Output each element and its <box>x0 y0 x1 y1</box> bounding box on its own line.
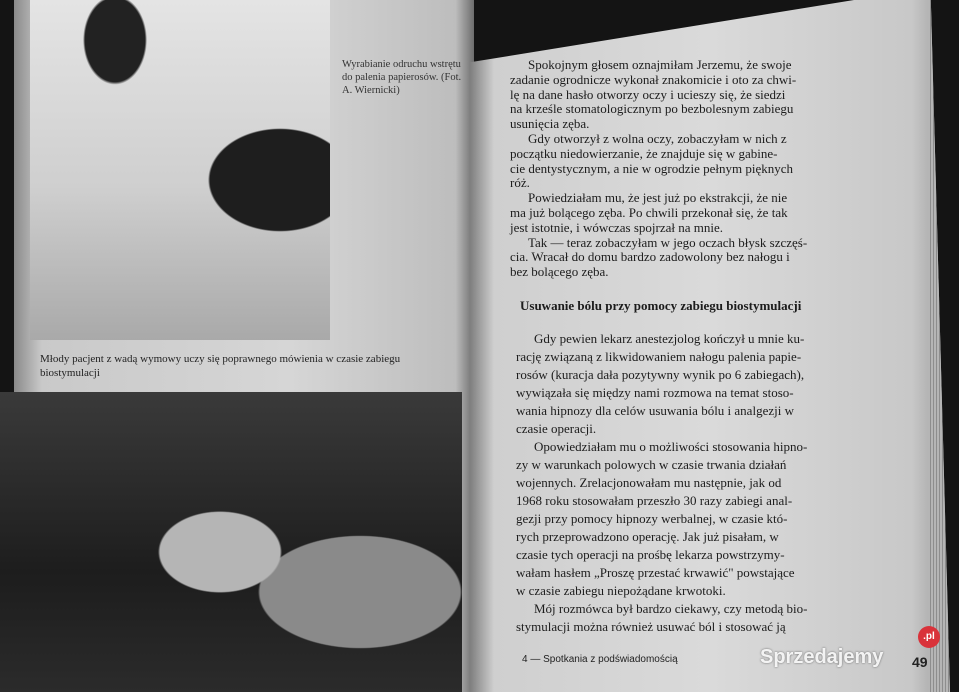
page-footer: 4 — Spotkania z podświadomością <box>522 654 678 665</box>
text-line: cia. Wracał do domu bardzo zadowolony bez nałogu i <box>510 249 790 265</box>
text-line: stymulacji można również usuwać ból i stosować ją <box>516 619 786 634</box>
section-heading: Usuwanie bólu przy pomocy zabiegu biostymulacji <box>520 298 802 313</box>
text-line: wania hipnozy dla celów usuwania bólu i analgezji w <box>516 403 794 418</box>
text-line: wałam hasłem „Proszę przestać krwawić" powstające <box>516 565 795 580</box>
text-line: cie dentystycznym, a nie w ogrodzie pełnym pięknych <box>510 160 794 176</box>
text-line: czasie operacji. <box>516 421 597 436</box>
text-line: Gdy otworzył z wolna oczy, zobaczyłam w nich z <box>528 130 787 146</box>
photo-hypnosis-treatment <box>30 0 330 340</box>
watermark-logo: Sprzedajemy <box>760 646 884 668</box>
text-line: Gdy pewien lekarz anestezjolog kończył u mnie ku- <box>534 331 805 346</box>
text-line: Mój rozmówca był bardzo ciekawy, czy metodą bio- <box>534 601 808 616</box>
text-line: jest istotnie, i wówczas spojrzał na mnie. <box>510 219 724 235</box>
text-line: lę na dane hasło otworzy oczy i ucieszy się, że siedzi <box>510 86 786 102</box>
body-text-bottom <box>516 298 936 636</box>
text-line: wojennych. Zrelacjonowałam mu następnie, jak od <box>516 475 782 490</box>
text-line: czasie tych operacji na prośbę lekarza powstrzymy- <box>516 547 785 562</box>
text-line: wywiązała się między nami rozmowa na temat stoso- <box>516 385 794 400</box>
text-line: początku niedowierzanie, że znajduje się w gabine- <box>510 145 778 161</box>
text-line: zy w warunkach polowych w czasie trwania działań <box>516 457 787 472</box>
page-number: 49 <box>912 654 928 670</box>
text-line: zadanie ogrodnicze wykonał znakomicie i oto za chwi- <box>510 71 797 87</box>
text-line: Powiedziałam mu, że jest już po ekstrakcji, że nie <box>528 190 788 206</box>
text-line: gezji przy pomocy hipnozy werbalnej, w czasie któ- <box>516 511 788 526</box>
text-line: Spokojnym głosem oznajmiłam Jerzemu, że swoje <box>528 57 792 72</box>
photo-caption-main: Młody pacjent z wadą wymowy uczy się poprawnego mówienia w czasie zabiegu biostymulacji <box>40 353 401 379</box>
text-line: Opowiedziałam mu o możliwości stosowania hipno- <box>534 439 808 454</box>
watermark-badge: .pl <box>918 626 940 648</box>
photo-caption-side: Wyrabianie odruchu wstrętu do palenia papierosów. (Fot. A. Wiernicki) <box>342 59 462 96</box>
photo-biostimulation <box>0 392 462 692</box>
text-line: usunięcia zęba. <box>510 116 590 132</box>
text-line: Tak — teraz zobaczyłam w jego oczach błysk szczęś- <box>528 234 808 250</box>
text-line: ma już bolącego zęba. Po chwili przekonał się, że tak <box>510 204 788 220</box>
text-line: w czasie zabiegu niepożądane krwotoki. <box>516 583 726 598</box>
text-line: bez bolącego zęba. <box>510 264 609 280</box>
text-line: rację związaną z likwidowaniem nałogu palenia papie- <box>516 349 802 364</box>
text-line: róż. <box>510 175 530 191</box>
body-text-top <box>510 58 930 280</box>
text-line: rych przeprowadzono operację. Jak już pisałam, w <box>516 529 779 544</box>
left-page <box>14 0 474 692</box>
text-line: rosów (kuracja dała pozytywny wynik po 6 zabiegach), <box>516 367 805 382</box>
text-line: na krześle stomatologicznym po bezbolesnym zabiegu <box>510 101 794 117</box>
text-line: 1968 roku stosowałam przeszło 30 razy zabiegi anal- <box>516 493 793 508</box>
